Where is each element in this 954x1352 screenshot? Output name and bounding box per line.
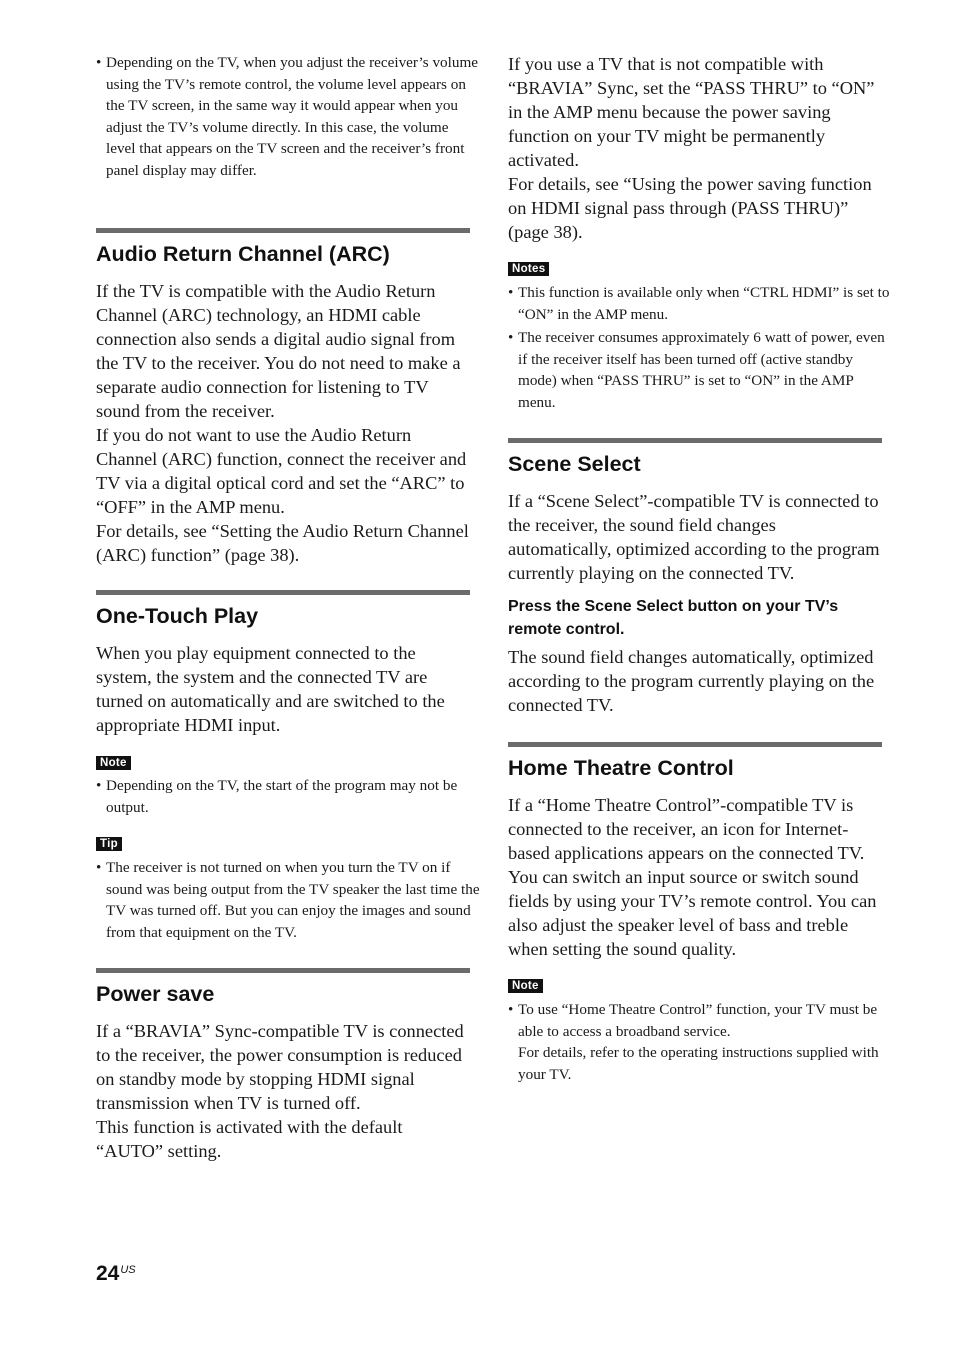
heading-arc: Audio Return Channel (ARC) bbox=[96, 242, 390, 266]
scene-select-body bbox=[508, 489, 882, 585]
power-save-paragraph-3: If you use a TV that is not compatible with “BRAVIA” Sync, set the “PASS THRU” to “ON” in the AMP menu because the power saving function on your TV might be permanently activated. bbox=[508, 54, 875, 170]
htc-note-line-1: • To use “Home Theatre Control” function, your TV must be able to access a broadband service. bbox=[508, 999, 882, 1042]
power-save-paragraph-1: If a “BRAVIA” Sync-compatible TV is connected to the receiver, the power consumption is reduced on standby mode by stopping HDMI signal transmission when TV is turned off. bbox=[96, 1021, 464, 1113]
note-badge: Note bbox=[96, 756, 131, 770]
scene-subheading: Press the Scene Select button on your TV’s remote control. bbox=[508, 598, 839, 638]
heading-one-touch-play: One-Touch Play bbox=[96, 604, 259, 628]
arc-paragraph-3: For details, see “Setting the Audio Return Channel (ARC) function” (page 38). bbox=[96, 521, 469, 565]
note-badge: Note bbox=[508, 979, 543, 993]
one-touch-body bbox=[96, 641, 470, 737]
arc-body bbox=[96, 279, 470, 567]
section-scene-select bbox=[508, 438, 882, 479]
heading-scene-select: Scene Select bbox=[508, 452, 641, 476]
power-save-body bbox=[96, 1019, 470, 1163]
one-touch-paragraph: When you play equipment connected to the system, the system and the connected TV are turned on automatically and are switched to the appropriate HDMI input. bbox=[96, 643, 445, 735]
heading-home-theatre-control: Home Theatre Control bbox=[508, 756, 734, 780]
power-save-paragraph-4: For details, see “Using the power saving function on HDMI signal pass through (PASS THRU)” (page 38). bbox=[508, 174, 872, 242]
section-rule bbox=[508, 742, 882, 747]
one-touch-note-block bbox=[96, 753, 470, 771]
scene-paragraph-2: The sound field changes automatically, optimized according to the program currently playing on the connected TV. bbox=[508, 647, 875, 715]
scene-paragraph-1: If a “Scene Select”-compatible TV is connected to the receiver, the sound field changes automatically, optimized according to the program currently playing on the connected TV. bbox=[508, 491, 880, 583]
page-number bbox=[96, 1257, 136, 1287]
tip-badge: Tip bbox=[96, 837, 122, 851]
section-rule bbox=[508, 438, 882, 443]
scene-select-result bbox=[508, 645, 882, 717]
one-touch-note: • Depending on the TV, the start of the program may not be output. bbox=[96, 775, 480, 818]
page-number-suffix: US bbox=[120, 1264, 136, 1276]
arc-paragraph-2: If you do not want to use the Audio Return Channel (ARC) function, connect the receiver and TV via a digital optical cord and set the “ARC” to “OFF” in the AMP menu. bbox=[96, 425, 467, 517]
note-item-1: • This function is available only when “CTRL HDMI” is set to “ON” in the AMP menu. bbox=[508, 282, 892, 325]
power-save-paragraph-2: This function is activated with the default “AUTO” setting. bbox=[96, 1117, 403, 1161]
section-power-save bbox=[96, 968, 470, 1009]
notes-block bbox=[508, 259, 882, 277]
one-touch-tip-block bbox=[96, 834, 470, 852]
htc-paragraph: If a “Home Theatre Control”-compatible TV is connected to the receiver, an icon for Internet-based applications appears on the connected TV. You can switch an input source or switch sound fields by using your TV’s remote control. You can also adjust the speaker level of bass and treble when setting the sound quality. bbox=[508, 795, 877, 959]
htc-body bbox=[508, 793, 882, 961]
section-rule bbox=[96, 968, 470, 973]
htc-note bbox=[508, 999, 882, 1085]
section-arc bbox=[96, 228, 470, 269]
page-number-value: 24 bbox=[96, 1262, 120, 1285]
htc-note-block bbox=[508, 976, 882, 994]
section-rule bbox=[96, 590, 470, 595]
one-touch-tip: • The receiver is not turned on when you turn the TV on if sound was being output from the TV speaker the last time the TV was turned off. But you can enjoy the images and sound from that equipment on the TV. bbox=[96, 857, 480, 943]
section-home-theatre-control bbox=[508, 742, 882, 783]
intro-bullet: • Depending on the TV, when you adjust the receiver’s volume using the TV’s remote control, the volume level appears on the TV screen, in the same way it would appear when you adjust the TV’s volume directly. In this case, the volume level that appears on the TV screen and the receiver’s front panel display may differ. bbox=[96, 52, 480, 182]
heading-power-save: Power save bbox=[96, 982, 215, 1006]
section-rule bbox=[96, 228, 470, 233]
notes-badge: Notes bbox=[508, 262, 549, 276]
note-item-2: • The receiver consumes approximately 6 watt of power, even if the receiver itself has been turned off (active standby mode) when “PASS THRU” is set to “ON” in the AMP menu. bbox=[508, 327, 892, 413]
power-save-continued bbox=[508, 52, 882, 244]
htc-note-line-2 bbox=[508, 1042, 882, 1085]
arc-paragraph-1: If the TV is compatible with the Audio Return Channel (ARC) technology, an HDMI cable connection also sends a digital audio signal from the TV to the receiver. You do not need to make a separate audio connection for listening to TV sound from the receiver. bbox=[96, 281, 461, 421]
htc-note-line-2-text: For details, refer to the operating instructions supplied with your TV. bbox=[518, 1044, 879, 1083]
section-one-touch-play bbox=[96, 590, 470, 631]
